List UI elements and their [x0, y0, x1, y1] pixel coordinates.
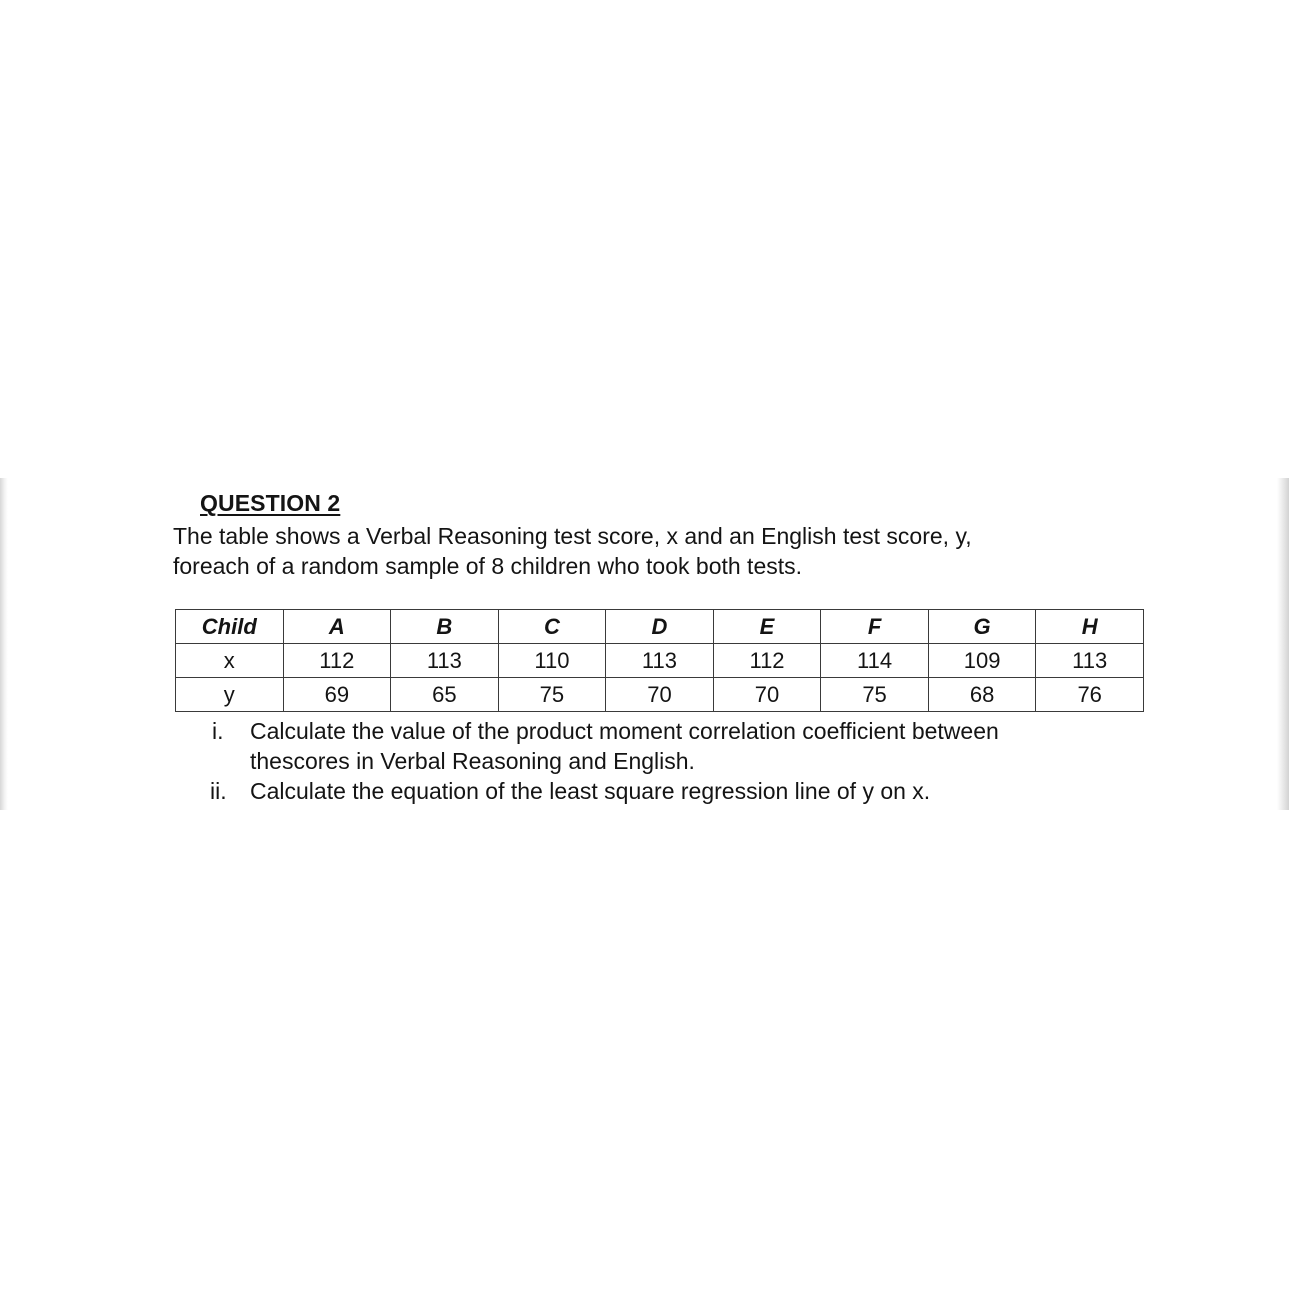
table-header-row [176, 610, 1144, 644]
task-text-line-1: Calculate the value of the product moment correlation coefficient between [250, 718, 999, 744]
page-left-edge [0, 478, 8, 810]
table-row-y [176, 678, 1144, 712]
table-cell: 113 [606, 644, 714, 678]
table-cell: 112 [283, 644, 391, 678]
page-right-edge [1277, 478, 1289, 810]
table-cell: 110 [498, 644, 606, 678]
table-row-x [176, 644, 1144, 678]
table-cell: 65 [391, 678, 499, 712]
task-item-1 [195, 716, 1155, 776]
header-cell: B [391, 610, 499, 644]
task-marker: i. [212, 718, 224, 744]
intro-line-2: foreach of a random sample of 8 children who took both tests. [173, 553, 803, 579]
intro-line-1: The table shows a Verbal Reasoning test score, x and an English test score, y, [173, 523, 972, 549]
task-marker: ii. [210, 778, 227, 804]
table-cell: x [176, 644, 284, 678]
table-cell: 75 [498, 678, 606, 712]
header-cell: E [713, 610, 821, 644]
table-cell: 75 [821, 678, 929, 712]
task-item-2 [195, 776, 1155, 806]
header-cell: Child [176, 610, 284, 644]
table-cell: 109 [928, 644, 1036, 678]
table-cell: 70 [713, 678, 821, 712]
table-cell: 76 [1036, 678, 1144, 712]
table-cell: 114 [821, 644, 929, 678]
table-cell: 70 [606, 678, 714, 712]
table-cell: y [176, 678, 284, 712]
scores-table [175, 609, 1144, 712]
question-title: QUESTION 2 [200, 490, 341, 516]
header-cell: H [1036, 610, 1144, 644]
header-cell: D [606, 610, 714, 644]
task-text-line-2: thescores in Verbal Reasoning and English. [250, 748, 695, 774]
table-cell: 112 [713, 644, 821, 678]
header-cell: C [498, 610, 606, 644]
table-cell: 69 [283, 678, 391, 712]
table-cell: 68 [928, 678, 1036, 712]
task-list [195, 716, 1155, 806]
header-cell: A [283, 610, 391, 644]
table-cell: 113 [1036, 644, 1144, 678]
question-intro [173, 521, 1133, 581]
header-cell: G [928, 610, 1036, 644]
header-cell: F [821, 610, 929, 644]
table-cell: 113 [391, 644, 499, 678]
task-text-line-1: Calculate the equation of the least square regression line of y on x. [250, 778, 931, 804]
